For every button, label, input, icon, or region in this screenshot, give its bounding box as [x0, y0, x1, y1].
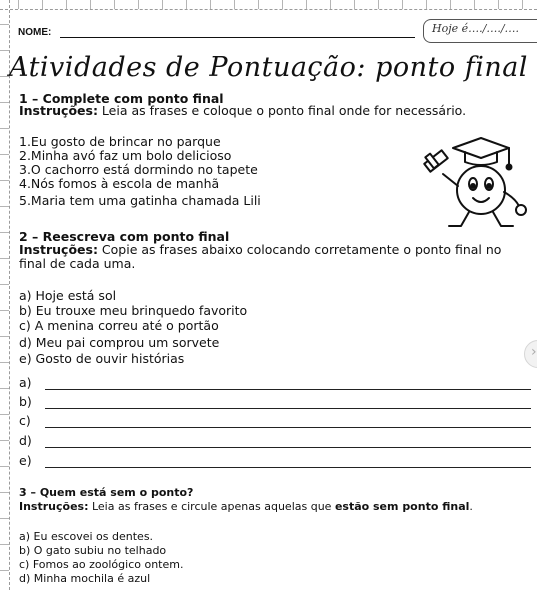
section3-instr-emphasis: estão sem ponto final	[334, 500, 470, 513]
section3-instr-end: .	[469, 500, 473, 513]
list-item: 1.Eu gosto de brincar no parque	[19, 134, 221, 149]
section1-instr-label: Instruções:	[19, 103, 98, 118]
ruler-tick	[354, 0, 355, 9]
ruler-tick	[498, 0, 499, 9]
ruler-tick	[450, 0, 451, 9]
section1-instr-text: Leia as frases e coloque o ponto final onde for necessário.	[97, 103, 467, 118]
section1-heading: 1 – Complete com ponto final	[19, 91, 224, 106]
ruler-tick	[0, 310, 9, 311]
chevron-right-icon: ›	[531, 344, 537, 360]
date-label: Hoje é…./…./….	[432, 22, 520, 35]
ruler-tick	[522, 0, 523, 9]
list-item: 2.Minha avó faz um bolo delicioso	[19, 148, 232, 163]
ruler-tick	[330, 0, 331, 9]
ruler-tick	[90, 0, 91, 9]
answer-label: a)	[19, 375, 32, 390]
answer-label: b)	[19, 394, 32, 409]
answer-line[interactable]	[45, 467, 531, 468]
ruler-tick	[0, 570, 9, 571]
ruler-tick	[474, 0, 475, 9]
list-item: 3.O cachorro está dormindo no tapete	[19, 162, 258, 177]
section3-instr-text: Leia as frases e circule apenas aquelas que	[88, 500, 335, 513]
list-item: c) Fomos ao zoológico ontem.	[19, 558, 184, 571]
section1-instructions	[19, 104, 466, 118]
ruler-tick	[0, 128, 9, 129]
ruler-tick	[0, 336, 9, 337]
ruler-tick	[0, 232, 9, 233]
ruler-tick	[282, 0, 283, 9]
ruler-tick	[0, 50, 9, 51]
ruler-tick	[0, 492, 9, 493]
list-item: b) O gato subiu no telhado	[19, 544, 167, 557]
section3-heading: 3 – Quem está sem o ponto?	[19, 486, 194, 499]
next-page-button[interactable]	[524, 340, 537, 368]
ruler-tick	[0, 466, 9, 467]
answer-label: e)	[19, 453, 32, 468]
answer-line[interactable]	[45, 389, 531, 390]
ruler-tick	[0, 102, 9, 103]
ruler-tick	[0, 388, 9, 389]
section2-instr-text: Copie as frases abaixo colocando corretamente o ponto final no final de cada uma.	[19, 242, 502, 271]
section2-heading: 2 – Reescreva com ponto final	[19, 229, 230, 244]
list-item: e) Gosto de ouvir histórias	[19, 351, 185, 366]
ruler-tick	[210, 0, 211, 9]
answer-label: c)	[19, 413, 31, 428]
ruler-tick	[114, 0, 115, 9]
list-item: 4.Nós fomos à escola de manhã	[19, 176, 220, 191]
ruler-tick	[186, 0, 187, 9]
list-item: 5.Maria tem uma gatinha chamada Lili	[19, 193, 261, 208]
ruler-tick	[378, 0, 379, 9]
answer-line[interactable]	[45, 427, 531, 428]
cut-guide-top	[0, 9, 537, 10]
name-label: NOME:	[18, 27, 52, 38]
ruler-tick	[0, 258, 9, 259]
section2-instructions	[19, 243, 524, 271]
ruler-tick	[0, 206, 9, 207]
list-item: a) Eu escovei os dentes.	[19, 530, 154, 543]
answer-label: d)	[19, 433, 32, 448]
answer-line[interactable]	[45, 447, 531, 448]
cut-guide-left	[9, 0, 10, 590]
ruler-tick	[402, 0, 403, 9]
ruler-tick	[162, 0, 163, 9]
ruler-tick	[306, 0, 307, 9]
page-title: Atividades de Pontuação: ponto final	[9, 52, 528, 83]
ruler-tick	[42, 0, 43, 9]
section3-instr-label: Instruções:	[19, 500, 89, 513]
ruler-tick	[0, 284, 9, 285]
section2-instr-label: Instruções:	[19, 242, 98, 257]
list-item: a) Hoje está sol	[19, 288, 117, 303]
ruler-tick	[0, 24, 9, 25]
answer-line[interactable]	[45, 408, 531, 409]
ruler-tick	[0, 362, 9, 363]
name-line	[60, 37, 415, 38]
ruler-tick	[0, 180, 9, 181]
list-item: b) Eu trouxe meu brinquedo favorito	[19, 303, 248, 318]
ruler-tick	[234, 0, 235, 9]
ruler-tick	[66, 0, 67, 9]
ruler-tick	[0, 544, 9, 545]
ruler-tick	[0, 440, 9, 441]
ruler-tick	[0, 414, 9, 415]
list-item: c) A menina correu até o portão	[19, 318, 219, 333]
ruler-tick	[18, 0, 19, 9]
ruler-tick	[138, 0, 139, 9]
ruler-tick	[0, 154, 9, 155]
graduate-ball-with-gavel-icon	[415, 134, 533, 234]
list-item: d) Minha mochila é azul	[19, 572, 151, 585]
section3-instructions	[19, 500, 473, 514]
ruler-tick	[258, 0, 259, 9]
list-item: d) Meu pai comprou um sorvete	[19, 335, 220, 350]
ruler-tick	[426, 0, 427, 9]
ruler-tick	[0, 518, 9, 519]
